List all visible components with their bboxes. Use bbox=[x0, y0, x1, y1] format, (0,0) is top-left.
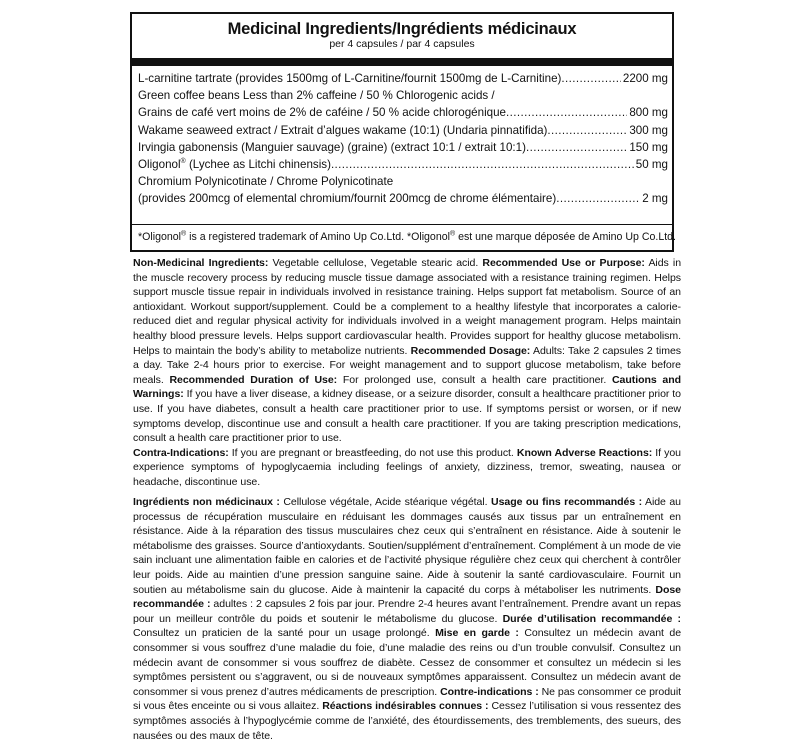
section-label: Ingrédients non médicinaux : bbox=[133, 496, 280, 508]
section-label: Dose recommandée : bbox=[133, 583, 681, 611]
section-label: Usage ou fins recommandés : bbox=[491, 496, 643, 508]
trademark-part: *Oligonol bbox=[138, 231, 181, 243]
section-text: Ne pas consommer ce produit si vous êtes enceinte ou si vous allaitez. bbox=[133, 685, 681, 713]
ingredient-row bbox=[138, 139, 668, 156]
section-label: Contra-Indications: bbox=[133, 446, 229, 459]
section-text: Aids in the muscle recovery process by reducing muscle tissue damage associated with a resistance training regimen. Helps support muscle tissue repair in individuals involved in resistance training. Helps support fat metabolism. Source of an antioxidant. Workout support/supplement. Could be a complement to a healthy lifestyle that incorporates a calorie-reduced diet and regular physical activity for individuals involved in a weight management program. Helps maintain healthy blood pressure levels. Helps support cardiovascular health. Provides support for healthy glucose metabolism. Helps to maintain the body’s ability to metabolize nutrients. bbox=[133, 257, 682, 357]
ingredient-name: Irvingia gabonensis (Manguier sauvage) (graine) (extract 10:1 / extrait 10:1) bbox=[138, 140, 526, 154]
section-label: Cautions and Warnings: bbox=[133, 373, 681, 401]
section-text: If you experience symptoms of hypoglycaemia including feelings of anxiety, dizziness, tremor, sweating, nausea or headache, discontinue use. bbox=[133, 446, 681, 488]
trademark-note bbox=[138, 230, 676, 244]
medicinal-ingredients-panel bbox=[130, 12, 674, 252]
section-label: Contre-indications : bbox=[440, 685, 539, 698]
dot-leader bbox=[331, 156, 634, 173]
ingredient-name-line: Chromium Polynicotinate / Chrome Polynicotinate bbox=[138, 175, 394, 189]
section-text: Consultez un médecin avant de consommer si vous souffrez d’une maladie du foie, d’une maladie des reins ou d’un trouble convulsif. Consultez un médecin avant de consommer si vous souffrez de diabète. Cessez de consommer et consultez un médecin si les symptômes persistent ou s’aggravent, ou si de nouveaux symptômes apparaissent. Consultez un médecin avant de consommer si vous prenez d’autres médicaments de prescription. bbox=[133, 627, 682, 698]
dot-leader bbox=[547, 122, 627, 139]
registered-mark: ® bbox=[180, 158, 186, 166]
ingredient-amount: 2 mg bbox=[642, 192, 668, 206]
section-text: Vegetable cellulose, Vegetable stearic acid. bbox=[268, 257, 483, 269]
dot-leader bbox=[556, 190, 640, 207]
ingredient-amount: 50 mg bbox=[635, 158, 668, 172]
registered-mark: ® bbox=[181, 230, 187, 238]
thick-divider bbox=[132, 58, 672, 66]
ingredient-name-main: Oligonol bbox=[138, 158, 181, 172]
english-label-text bbox=[133, 256, 681, 490]
section-text: Cessez l’utilisation si vous ressentez des symptômes associés à l’hypoglycémie comme de l’anxiété, des étourdissements, des tremblements, des sueurs, des nausées ou des maux de tête. bbox=[133, 700, 681, 742]
ingredient-row bbox=[138, 122, 668, 139]
thin-divider bbox=[132, 224, 672, 225]
section-text: If you are pregnant or breastfeeding, do not use this product. bbox=[228, 446, 517, 459]
section-text: Consultez un praticien de la santé pour un usage prolongé. bbox=[133, 627, 436, 640]
section-text: Aide au processus de récupération musculaire en réduisant les dommages causés aux tissus par un entraînement en résistance. Aide à la réparation des tissus musculaires chez ceux qui s’entraînent en résistance. Aide à soutenir le métabolisme des graisses. Source d’antioxydants. Soutien/supplément d’entraînement. Complément à un mode de vie sain incluant une alimentation faible en calories et de l’activité physique régulière chez ceux qui cherchent à contrôler leur poids. Aide au maintien d’une pression sanguine saine. Aide à soutenir la santé cardiovasculaire. Fournit un soutien au métabolisme sain du glucose. Aide à maintenir la capacité du corps à métaboliser les nutriments. bbox=[133, 496, 681, 596]
section-label: Durée d’utilisation recommandée : bbox=[502, 612, 681, 625]
dot-leader bbox=[506, 104, 627, 121]
ingredient-amount: 150 mg bbox=[629, 140, 668, 154]
ingredient-amount: 300 mg bbox=[629, 123, 668, 137]
ingredient-row bbox=[138, 190, 668, 207]
section-text: adultes : 2 capsules 2 fois par jour. Prendre 2-4 heures avant l’entraînement. Prendre avant un repas pour un meilleur contrôle du poids et soutenir le métabolisme du glucose. bbox=[133, 598, 682, 625]
section-label: Recommended Dosage: bbox=[410, 344, 531, 357]
ingredient-row bbox=[138, 104, 668, 121]
section-text: For prolonged use, consult a health care practitioner. bbox=[337, 373, 612, 386]
ingredient-amount: 800 mg bbox=[629, 106, 668, 120]
section-label: Known Adverse Reactions: bbox=[516, 446, 653, 459]
section-label: Recommended Duration of Use: bbox=[169, 373, 338, 386]
ingredient-row bbox=[138, 70, 668, 87]
trademark-part: est une marque déposée de Amino Up Co.Ltd. bbox=[455, 231, 676, 243]
ingredient-amount: 2200 mg bbox=[622, 72, 668, 85]
ingredient-name: Wakame seaweed extract / Extrait d’algues wakame (10:1) (Undaria pinnatifida) bbox=[138, 123, 548, 137]
section-label: Mise en garde : bbox=[435, 627, 519, 640]
ingredient-name-line: Green coffee beans Less than 2% caffeine / 50 % Chlorogenic acids / bbox=[138, 89, 495, 103]
section-label: Non-Medicinal Ingredients: bbox=[133, 257, 269, 269]
dot-leader bbox=[526, 139, 627, 156]
ingredient-name: Grains de café vert moins de 2% de caféine / 50 % acide chlorogénique bbox=[138, 106, 506, 120]
ingredient-row bbox=[138, 156, 668, 173]
registered-mark: ® bbox=[449, 230, 456, 238]
section-text: Cellulose végétale, Acide stéarique végétal. bbox=[279, 496, 492, 508]
trademark-part: is a registered trademark of Amino Up Co.Ltd. *Oligonol bbox=[186, 231, 450, 243]
section-label: Recommended Use or Purpose: bbox=[482, 257, 645, 269]
ingredient-list bbox=[132, 66, 672, 208]
ingredient-name-tail: (Lychee as Litchi chinensis) bbox=[185, 158, 331, 172]
panel-subtitle: per 4 capsules / par 4 capsules bbox=[329, 38, 475, 50]
section-text: Adults: Take 2 capsules 2 times a day. Take 2-4 hours prior to exercise. For weight management and to support glucose metabolism, take before meals. bbox=[133, 344, 681, 386]
dot-leader bbox=[561, 70, 620, 87]
ingredient-name: (provides 200mcg of elemental chromium/fournit 200mcg de chrome élémentaire) bbox=[138, 192, 557, 206]
section-text: If you have a liver disease, a kidney disease, or a seizure disorder, consult a healthcare practitioner prior to use. If you have diabetes, consult a health care practitioner prior to use. If symptoms persist or worsen, or if new symptoms develop, discontinue use and consult a health care practitioner. If you are taking prescription medications, consult a health care practitioner prior to use. bbox=[133, 388, 681, 445]
ingredient-name: L-carnitine tartrate (provides 1500mg of L-Carnitine/fournit 1500mg de L-Carnitine) bbox=[138, 72, 562, 85]
ingredient-name bbox=[138, 156, 331, 173]
section-label: Réactions indésirables connues : bbox=[322, 700, 489, 713]
panel-title: Medicinal Ingredients/Ingrédients médicinaux bbox=[227, 20, 577, 38]
french-label-text bbox=[133, 495, 681, 743]
